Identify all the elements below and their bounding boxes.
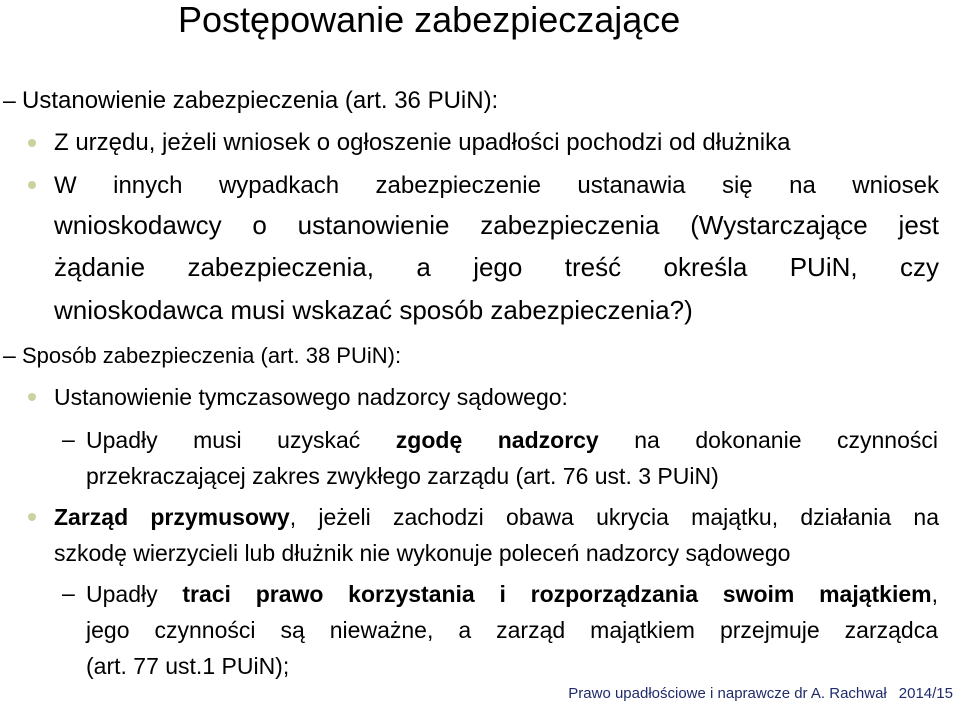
dash-icon: –: [62, 580, 75, 606]
level1-item: Ustanowienie zabezpieczenia (art. 36 PUiN):: [22, 87, 499, 114]
sub-item-bold: traci prawo korzystania i rozporządzania swoim majątkiem: [182, 581, 932, 607]
sub-item: [86, 579, 938, 609]
footer-year: 2014/15: [898, 685, 953, 702]
sub-item-bold: zgodę nadzorcy: [395, 427, 599, 453]
bullet-icon: [28, 139, 36, 147]
sub-item-text: ,: [931, 581, 938, 607]
bullet-item: Ustanowienie tymczasowego nadzorcy sądowego:: [54, 384, 568, 410]
bullet-item: [54, 502, 939, 532]
bullet-icon: [28, 393, 36, 401]
footer-course: Prawo upadłościowe i naprawcze dr A. Rachwał: [568, 685, 887, 702]
sub-item-cont: przekraczającej zakres zwykłego zarządu (art. 76 ust. 3 PUiN): [86, 463, 719, 489]
level1-item: Sposób zabezpieczenia (art. 38 PUiN):: [22, 343, 402, 368]
bullet-icon: [28, 181, 36, 189]
dash-icon: –: [62, 426, 75, 452]
sub-item: [86, 425, 938, 455]
bullet-item-cont: wnioskodawca musi wskazać sposób zabezpieczenia?): [54, 295, 693, 325]
bullet-item-cont: wnioskodawcy o ustanowienie zabezpieczenia (Wystarczające jest: [54, 210, 939, 240]
bullet-item-bold: Zarząd przymusowy: [54, 504, 290, 530]
sub-item-text: Upadły musi uzyskać: [86, 427, 361, 453]
bullet-item-cont: szkodę wierzycieli lub dłużnik nie wykonuje poleceń nadzorcy sądowego: [54, 540, 791, 566]
slide-footer: [568, 684, 953, 704]
sub-item-cont: (art. 77 ust.1 PUiN);: [86, 653, 290, 679]
dash-icon: –: [3, 342, 16, 368]
bullet-item-cont: żądanie zabezpieczenia, a jego treść określa PUiN, czy: [54, 252, 939, 282]
bullet-item-text: , jeżeli zachodzi obawa ukrycia majątku, działania na: [289, 504, 939, 530]
sub-item-text: na dokonanie czynności: [634, 427, 938, 453]
slide-title: Postępowanie zabezpieczające: [178, 0, 681, 40]
dash-icon: –: [3, 87, 16, 113]
sub-item-text: Upadły: [86, 581, 158, 607]
bullet-item: Z urzędu, jeżeli wniosek o ogłoszenie upadłości pochodzi od dłużnika: [54, 129, 791, 156]
bullet-icon: [28, 513, 36, 521]
sub-item-cont: jego czynności są nieważne, a zarząd majątkiem przejmuje zarządca: [86, 617, 938, 643]
bullet-item: W innych wypadkach zabezpieczenie ustanawia się na wniosek: [54, 172, 939, 199]
